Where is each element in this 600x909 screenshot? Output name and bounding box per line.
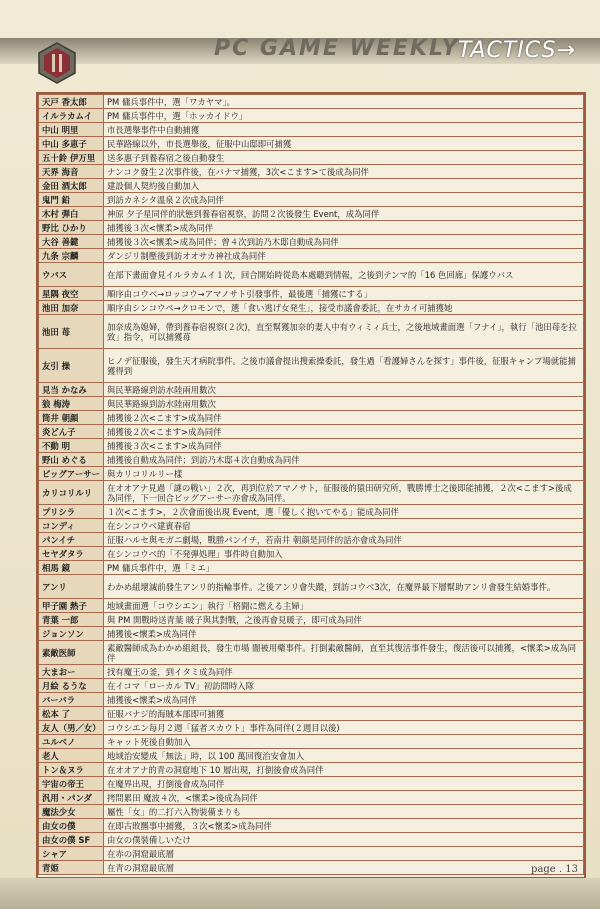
character-name: 老人: [39, 749, 104, 763]
recruit-condition: 在魔界出現，打倒後會成為同伴: [104, 777, 584, 791]
table-row: [39, 439, 584, 453]
recruit-condition: キャット死後自動加入: [104, 735, 584, 749]
recruit-condition: 在部下畫面會見イルラカムイ１次，回合開始時從島本處聽到情報，之後到テンマ的「16 色回廊」保護ウバス: [104, 263, 584, 287]
recruit-condition: 與 PM 開戰時送青葉 暖子與其對戰，之後再會見暖子，即可成為同伴: [104, 613, 584, 627]
character-name: 大まおー: [39, 665, 104, 679]
recruit-condition: 順序由シンコウベ→クロモンで，選「食い逃げ女発生」，接受市議會委託，在サカイ可捕獲她: [104, 301, 584, 315]
table-row: [39, 221, 584, 235]
character-name: 素敵医師: [39, 641, 104, 665]
recruit-condition: 地域畫面選「コウシエン」執行「格闘に燃える主婦」: [104, 599, 584, 613]
recruit-condition: 送多惠子到養春宿之後自動發生: [104, 151, 584, 165]
recruit-condition: 捕獲後<懷柔>成為同伴: [104, 627, 584, 641]
recruit-condition: 素敵醫師成為わかめ組組長，發生市場 闇被用藥事件。打倒素敵醫師，直至其復活事件發生，復活後可以捕獲，<懷柔>成為同伴: [104, 641, 584, 665]
table-row: [39, 561, 584, 575]
character-name: 九条 宗麟: [39, 249, 104, 263]
table-row: [39, 679, 584, 693]
character-name: 不動 明: [39, 439, 104, 453]
recruit-condition: 在シンコウベ的「不発弾処理」事件時自動加入: [104, 547, 584, 561]
character-name: 金田 酒太郎: [39, 179, 104, 193]
character-name: 友人（男／女）: [39, 721, 104, 735]
footer-bar: [0, 878, 600, 909]
recruit-condition: 到訪カネシタ溫泉２次成為同伴: [104, 193, 584, 207]
character-name: 大谷 善鍵: [39, 235, 104, 249]
recruit-condition: PM 傭兵事件中，選「ワカヤマ」。: [104, 95, 584, 109]
character-name: シャア: [39, 847, 104, 861]
character-name: 天戸 香太郎: [39, 95, 104, 109]
table-row: [39, 833, 584, 847]
character-name: 天界 海音: [39, 165, 104, 179]
character-name: 池田 苺: [39, 315, 104, 349]
character-name: ビッグアーサー: [39, 467, 104, 481]
recruit-condition: 捕獲後２次<こます>成為同伴: [104, 425, 584, 439]
recruit-condition: 由女の僕裝備しいたけ: [104, 833, 584, 847]
recruit-condition: コウシエン每月２週「猛者スカウト」事件為同伴(２週目以後): [104, 721, 584, 735]
table-row: [39, 467, 584, 481]
character-name: 五十鈴 伊万里: [39, 151, 104, 165]
recruit-condition: ナンコク發生２次事件後，在バナマ捕獲，3次<こます>て後成為同伴: [104, 165, 584, 179]
recruit-condition: PM 傭兵事件中，選「ミエ」: [104, 561, 584, 575]
table-row: [39, 819, 584, 833]
table-row: [39, 599, 584, 613]
character-name: 友引 操: [39, 349, 104, 383]
recruit-condition: 在青の洞窟最底層: [104, 861, 584, 875]
recruit-condition: 順序由コウベ→ロッコウ→アマノサト引發事件，最後選「捕獲にする」: [104, 287, 584, 301]
character-name: 松本 了: [39, 707, 104, 721]
character-name: プリシラ: [39, 505, 104, 519]
hexagon-logo-icon: [38, 42, 76, 84]
character-name: 由女の僕: [39, 819, 104, 833]
character-name: 狼 梅涛: [39, 397, 104, 411]
table-row: [39, 707, 584, 721]
table-row: [39, 453, 584, 467]
character-table: [38, 94, 584, 875]
table-row: [39, 805, 584, 819]
recruit-condition: 地域治安變成「無法」時，以 100 萬回復治安會加入: [104, 749, 584, 763]
character-name: 鬼門 鉛: [39, 193, 104, 207]
recruit-condition: 建設個人契約後自動加入: [104, 179, 584, 193]
character-name: 見当 かなみ: [39, 383, 104, 397]
recruit-condition: 神原 夕子星同伴的狀態到養春宿視察，訪問２次後發生 Event，成為同伴: [104, 207, 584, 221]
recruit-condition: 民華路線以外，市長選舉後，征服中山邸即可捕獲: [104, 137, 584, 151]
character-name: 炎どん子: [39, 425, 104, 439]
character-name: ユルベノ: [39, 735, 104, 749]
character-name: バーバラ: [39, 693, 104, 707]
recruit-condition: 找有魔王の釜，到イタミ成為同伴: [104, 665, 584, 679]
recruit-condition: 捕獲後２次<こます>成為同伴: [104, 411, 584, 425]
recruit-condition: 捕獲後３次<懷柔>成為同伴: [104, 221, 584, 235]
table-row: [39, 735, 584, 749]
table-row: [39, 481, 584, 505]
recruit-condition: 捕獲後３次<懷柔>成為同伴；曾４次到訪乃木邸自動成為同伴: [104, 235, 584, 249]
table-row: [39, 193, 584, 207]
character-name: 中山 明里: [39, 123, 104, 137]
character-name: 甲子園 熱子: [39, 599, 104, 613]
character-name: 筒井 朝顔: [39, 411, 104, 425]
recruit-condition: 在シンコウベ建賓春宿: [104, 519, 584, 533]
section-title: TACTICS→: [458, 38, 576, 63]
recruit-condition: 捕獲後<懷柔>成為同伴: [104, 693, 584, 707]
character-name: 宇宙の帝王: [39, 777, 104, 791]
recruit-condition: 與民華路線到訪水陸兩用數次: [104, 397, 584, 411]
character-name: 野比 ひかり: [39, 221, 104, 235]
table-row: [39, 287, 584, 301]
table-row: [39, 519, 584, 533]
table-row: [39, 575, 584, 599]
recruit-condition: 在イコマ「ローカル TV」初訪問時入隊: [104, 679, 584, 693]
character-name: 野山 めぐる: [39, 453, 104, 467]
character-name: ウバス: [39, 263, 104, 287]
character-name: 星隅 夜空: [39, 287, 104, 301]
table-row: [39, 847, 584, 861]
table-row: [39, 721, 584, 735]
character-name: 月絵 るうな: [39, 679, 104, 693]
recruit-condition: 征服バナジ的海賊本部即可捕獲: [104, 707, 584, 721]
recruit-condition: 加奈成為媳婦，帶到養春宿視察(２次)，直至幫獲加奈的妻人中有ウィミィ兵士，之後地域畫面選「フナイ」，執行「池田苺を拉致」指令，可以捕獲苺: [104, 315, 584, 349]
recruit-condition: １次<こます>，２次會面後出現 Event，選「優しく抱いてやる」能成為同伴: [104, 505, 584, 519]
character-name: 中山 多恵子: [39, 137, 104, 151]
table-row: [39, 791, 584, 805]
table-row: [39, 109, 584, 123]
recruit-condition: PM 傭兵事件中，選「ホッカイドウ」: [104, 109, 584, 123]
table-row: [39, 179, 584, 193]
recruit-condition: 捕獲後自動成為同伴；到訪乃木邸４次自動成為同伴: [104, 453, 584, 467]
recruit-condition: 在赤の洞窟最底層: [104, 847, 584, 861]
character-name: ジョンソン: [39, 627, 104, 641]
recruit-condition: 屬性「女」的二打六入物裝備まりも: [104, 805, 584, 819]
character-name: イルラカムイ: [39, 109, 104, 123]
masthead-title: PC GAME WEEKLY: [214, 36, 460, 61]
character-name: カリコリルリ: [39, 481, 104, 505]
table-row: [39, 383, 584, 397]
table-row: [39, 641, 584, 665]
recruit-condition: ヒノデ征服後，發生天才病院事件。之後市議會提出搜索操委託，發生過「看護婦さんを探す」事件後，征服キャンプ場就能捕獲得到: [104, 349, 584, 383]
recruit-condition: 與カリコリルリー樣: [104, 467, 584, 481]
recruit-condition: ダンジリ制壓後到訪オオサカ神社成為同伴: [104, 249, 584, 263]
character-name: コンディ: [39, 519, 104, 533]
table-row: [39, 693, 584, 707]
character-name: 木村 弾白: [39, 207, 104, 221]
table-row: [39, 411, 584, 425]
table-row: [39, 665, 584, 679]
table-row: [39, 95, 584, 109]
recruit-condition: 捕獲後３次<こます>成為同伴: [104, 439, 584, 453]
table-row: [39, 349, 584, 383]
recruit-condition: 在オオアナ的青の洞窟地下 10 層出現，打倒後會成為同伴: [104, 763, 584, 777]
table-row: [39, 763, 584, 777]
table-row: [39, 165, 584, 179]
table-row: [39, 151, 584, 165]
character-name: 青葉 一郎: [39, 613, 104, 627]
table-row: [39, 533, 584, 547]
table-row: [39, 547, 584, 561]
character-name: 青姫: [39, 861, 104, 875]
recruit-condition: 在即古敗羆事中捕獲，３次<懷柔>成為同伴: [104, 819, 584, 833]
character-name: 相馬 鏡: [39, 561, 104, 575]
table-row: [39, 263, 584, 287]
character-name: トン＆ヌラ: [39, 763, 104, 777]
table-row: [39, 123, 584, 137]
table-row: [39, 777, 584, 791]
table-row: [39, 249, 584, 263]
table-row: [39, 613, 584, 627]
table-row: [39, 627, 584, 641]
table-row: [39, 397, 584, 411]
table-row: [39, 425, 584, 439]
character-name: 池田 加奈: [39, 301, 104, 315]
character-name: 由女の僕 SF: [39, 833, 104, 847]
table-row: [39, 505, 584, 519]
table-row: [39, 749, 584, 763]
recruit-condition: わかめ組壞滅前發生アンリ的指輪事件。之後アンリ會失蹤，到訪コウベ3次，在魔界最下層幫助アンリ會發生結婚事件。: [104, 575, 584, 599]
recruit-condition: 與民華路線到訪水陸兩用數次: [104, 383, 584, 397]
character-name: 汎用・パンダ: [39, 791, 104, 805]
table-row: [39, 301, 584, 315]
character-name: セヤダタラ: [39, 547, 104, 561]
table-row: [39, 137, 584, 151]
character-name: パンイチ: [39, 533, 104, 547]
table-row: [39, 235, 584, 249]
recruit-condition: 在オオアナ見過「謎の戦い」２次，再到位於アマノサト，征服後的猿田研究所，戰勝博士之後即能捕獲，２次<こます>後成為同伴，下一回合ビッグアーサー亦會成為同伴。: [104, 481, 584, 505]
recruit-condition: 市長選舉事件中自動捕獲: [104, 123, 584, 137]
page-number: page . 13: [531, 864, 578, 875]
table-row: [39, 861, 584, 875]
table-row: [39, 207, 584, 221]
recruit-condition: 拷問累田 魔波４次，<懷柔>後成為同伴: [104, 791, 584, 805]
character-name: アンリ: [39, 575, 104, 599]
recruit-condition: 征服ハルセ與モガニ劇場，戰勝パンイチ，若南井 朝顔是同伴的話亦會成為同伴: [104, 533, 584, 547]
table-row: [39, 315, 584, 349]
character-name: 魔法少女: [39, 805, 104, 819]
